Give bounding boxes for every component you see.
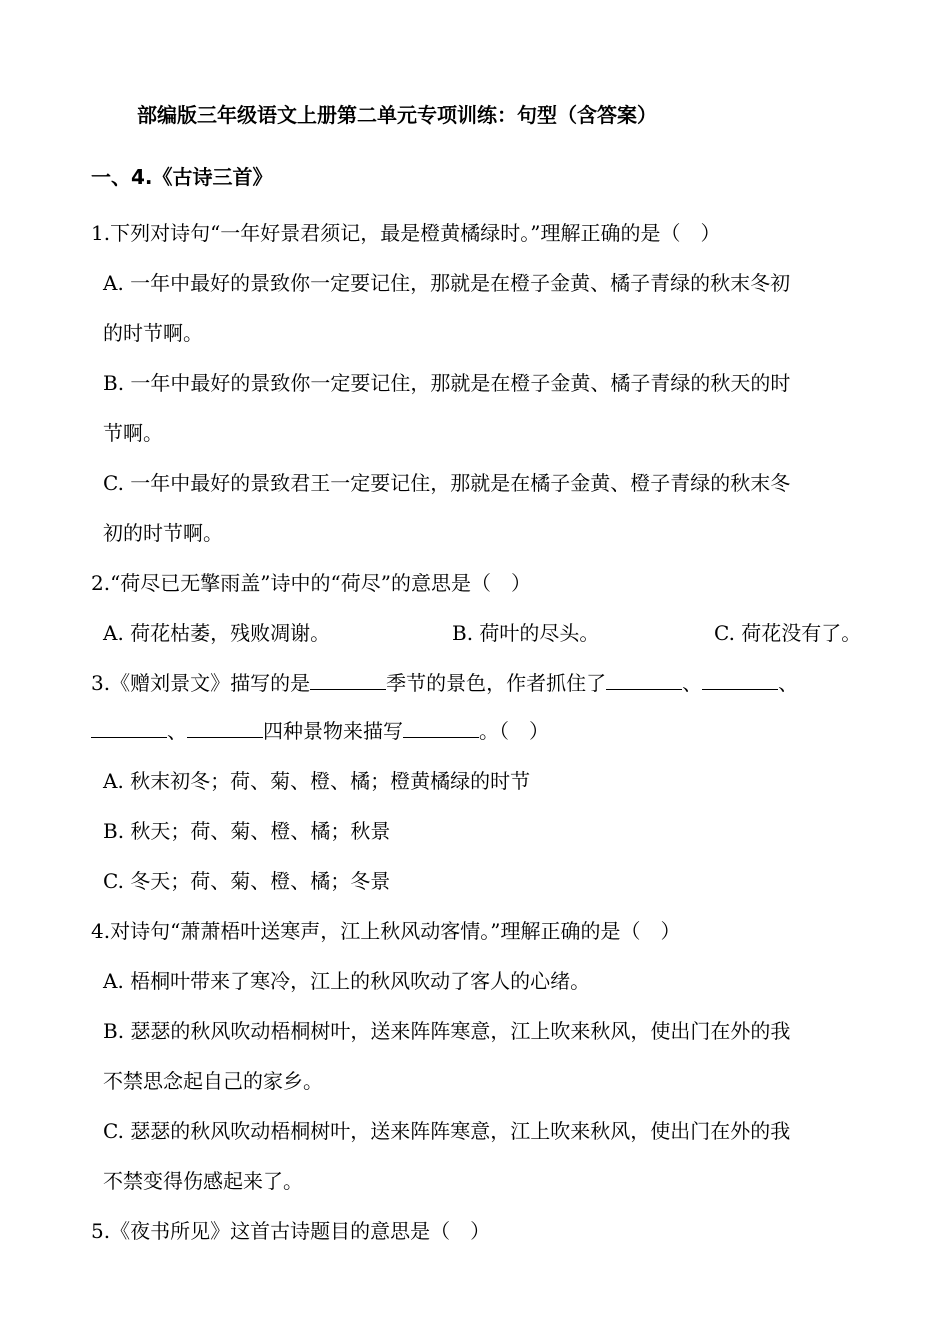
question-1-option-b: B. 一年中最好的景致你一定要记住，那就是在橙子金黄、橘子青绿的秋天的时 bbox=[103, 371, 791, 395]
question-2-option-a: A. 荷花枯萎，残败凋谢。 bbox=[103, 621, 331, 645]
answer-blank bbox=[702, 671, 778, 690]
question-3-option-a: A. 秋末初冬；荷、菊、橙、橘；橙黄橘绿的时节 bbox=[103, 769, 531, 793]
question-1-option-c: C. 一年中最好的景致君王一定要记住，那就是在橘子金黄、橙子青绿的秋末冬 bbox=[103, 471, 791, 495]
question-3-option-c: C. 冬天；荷、菊、橙、橘；冬景 bbox=[103, 869, 391, 893]
question-3-text-2: 季节的景色，作者抓住了 bbox=[386, 671, 607, 695]
answer-blank bbox=[606, 671, 682, 690]
question-3-stem-line1 bbox=[91, 669, 798, 697]
answer-blank bbox=[403, 719, 479, 738]
answer-blank bbox=[310, 671, 386, 690]
document-title: 部编版三年级语文上册第二单元专项训练：句型（含答案） bbox=[137, 103, 657, 127]
question-4-option-b: B. 瑟瑟的秋风吹动梧桐树叶，送来阵阵寒意，江上吹来秋风，使出门在外的我 bbox=[103, 1019, 791, 1043]
question-3-text-5: 、 bbox=[167, 719, 187, 743]
question-1-stem: 1.下列对诗句“一年好景君须记，最是橙黄橘绿时。”理解正确的是（ ） bbox=[91, 221, 721, 245]
question-2-option-b: B. 荷叶的尽头。 bbox=[452, 621, 600, 645]
answer-blank bbox=[91, 719, 167, 738]
question-1-option-c-cont: 初的时节啊。 bbox=[103, 521, 223, 545]
question-3-text-7: 。（ ） bbox=[479, 719, 549, 743]
question-5-stem: 5.《夜书所见》这首古诗题目的意思是（ ） bbox=[91, 1219, 491, 1243]
question-4-option-c: C. 瑟瑟的秋风吹动梧桐树叶，送来阵阵寒意，江上吹来秋风，使出门在外的我 bbox=[103, 1119, 791, 1143]
question-3-option-b: B. 秋天；荷、菊、橙、橘；秋景 bbox=[103, 819, 391, 843]
question-2-stem: 2.“荷尽已无擎雨盖”诗中的“荷尽”的意思是（ ） bbox=[91, 571, 531, 595]
question-4-option-c-cont: 不禁变得伤感起来了。 bbox=[103, 1169, 303, 1193]
section-heading: 一、4.《古诗三首》 bbox=[91, 165, 273, 189]
question-3-text-6: 四种景物来描写 bbox=[263, 719, 403, 743]
answer-blank bbox=[187, 719, 263, 738]
question-3-text-3: 、 bbox=[682, 671, 703, 695]
question-1-option-b-cont: 节啊。 bbox=[103, 421, 163, 445]
question-4-option-b-cont: 不禁思念起自己的家乡。 bbox=[103, 1069, 323, 1093]
question-1-option-a-cont: 的时节啊。 bbox=[103, 321, 203, 345]
question-4-option-a: A. 梧桐叶带来了寒冷，江上的秋风吹动了客人的心绪。 bbox=[103, 969, 591, 993]
question-3-stem-line2 bbox=[91, 717, 549, 745]
question-3-text-4: 、 bbox=[778, 671, 799, 695]
question-4-stem: 4.对诗句“萧萧梧叶送寒声，江上秋风动客情。”理解正确的是（ ） bbox=[91, 919, 681, 943]
question-3-text-1: 3.《赠刘景文》描写的是 bbox=[91, 671, 311, 695]
question-2-option-c: C. 荷花没有了。 bbox=[714, 621, 862, 645]
question-1-option-a: A. 一年中最好的景致你一定要记住，那就是在橙子金黄、橘子青绿的秋末冬初 bbox=[103, 271, 791, 295]
